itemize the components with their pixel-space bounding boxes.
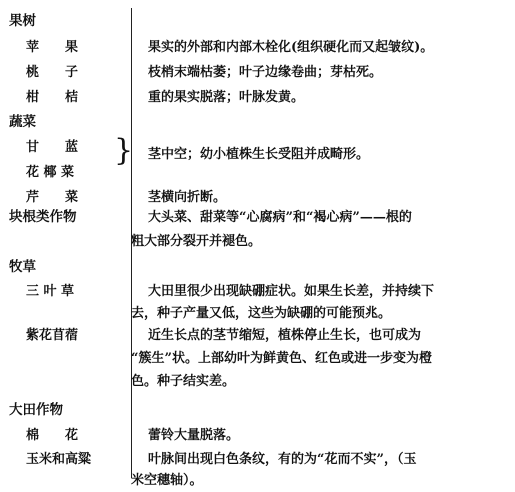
crop-citrus: 柑 桔 xyxy=(26,90,79,105)
symptom-root-line-1: 大头菜、甜菜等“心腐病”和“褐心病”——根的 xyxy=(148,210,412,225)
symptom-alfalfa-line-1: 近生长点的茎节缩短，植株停止生长，也可成为 xyxy=(148,328,422,343)
symptom-alfalfa-line-3: 色。种子结实差。 xyxy=(131,374,236,389)
category-vegetables: 蔬菜 xyxy=(9,114,36,130)
symptom-clover-line-1: 大田里很少出现缺硼症状。如果生长差，并持续下 xyxy=(148,284,435,299)
symptom-apple: 果实的外部和内部木栓化(组织硬化而又起皱纹)。 xyxy=(148,40,434,55)
crop-corn-sorghum: 玉米和高粱 xyxy=(26,452,92,467)
symptom-corn-line-1: 叶脉间出现白色条纹，有的为“花而不实”，（玉 xyxy=(148,452,417,467)
symptom-cabbage-cauliflower: 茎中空；幼小植株生长受阻并成畸形。 xyxy=(148,147,370,162)
grouping-brace: } xyxy=(114,133,134,168)
category-forage: 牧草 xyxy=(9,259,36,275)
symptom-corn-line-2: 米空穗轴）。 xyxy=(131,473,203,488)
symptom-root-line-2: 粗大部分裂开并褪色。 xyxy=(131,234,262,249)
crop-peach: 桃 子 xyxy=(26,65,79,80)
category-fruit-trees: 果树 xyxy=(9,13,36,29)
symptom-peach: 枝梢末端枯萎；叶子边缘卷曲；芽枯死。 xyxy=(148,65,383,80)
crop-apple: 苹 果 xyxy=(26,40,79,55)
category-root-crops: 块根类作物 xyxy=(9,209,77,225)
symptom-citrus: 重的果实脱落；叶脉发黄。 xyxy=(148,90,305,105)
symptom-alfalfa-line-2: “簇生”状。上部幼叶为鲜黄色、红色或进一步变为橙 xyxy=(131,351,432,366)
category-field-crops: 大田作物 xyxy=(9,402,63,418)
symptom-clover-line-2: 去，种子产量又低，这些为缺硼的可能预兆。 xyxy=(131,306,392,321)
crop-alfalfa: 紫花苜蓿 xyxy=(26,328,79,343)
symptom-celery: 茎横向折断。 xyxy=(148,190,227,205)
crop-cauliflower: 花 椰 菜 xyxy=(26,165,75,180)
crop-cotton: 棉 花 xyxy=(26,428,79,443)
crop-clover: 三 叶 草 xyxy=(26,284,75,299)
crop-celery: 芹 菜 xyxy=(26,190,79,205)
crop-cabbage: 甘 蓝 xyxy=(26,140,79,155)
symptom-cotton: 蕾铃大量脱落。 xyxy=(148,428,240,443)
